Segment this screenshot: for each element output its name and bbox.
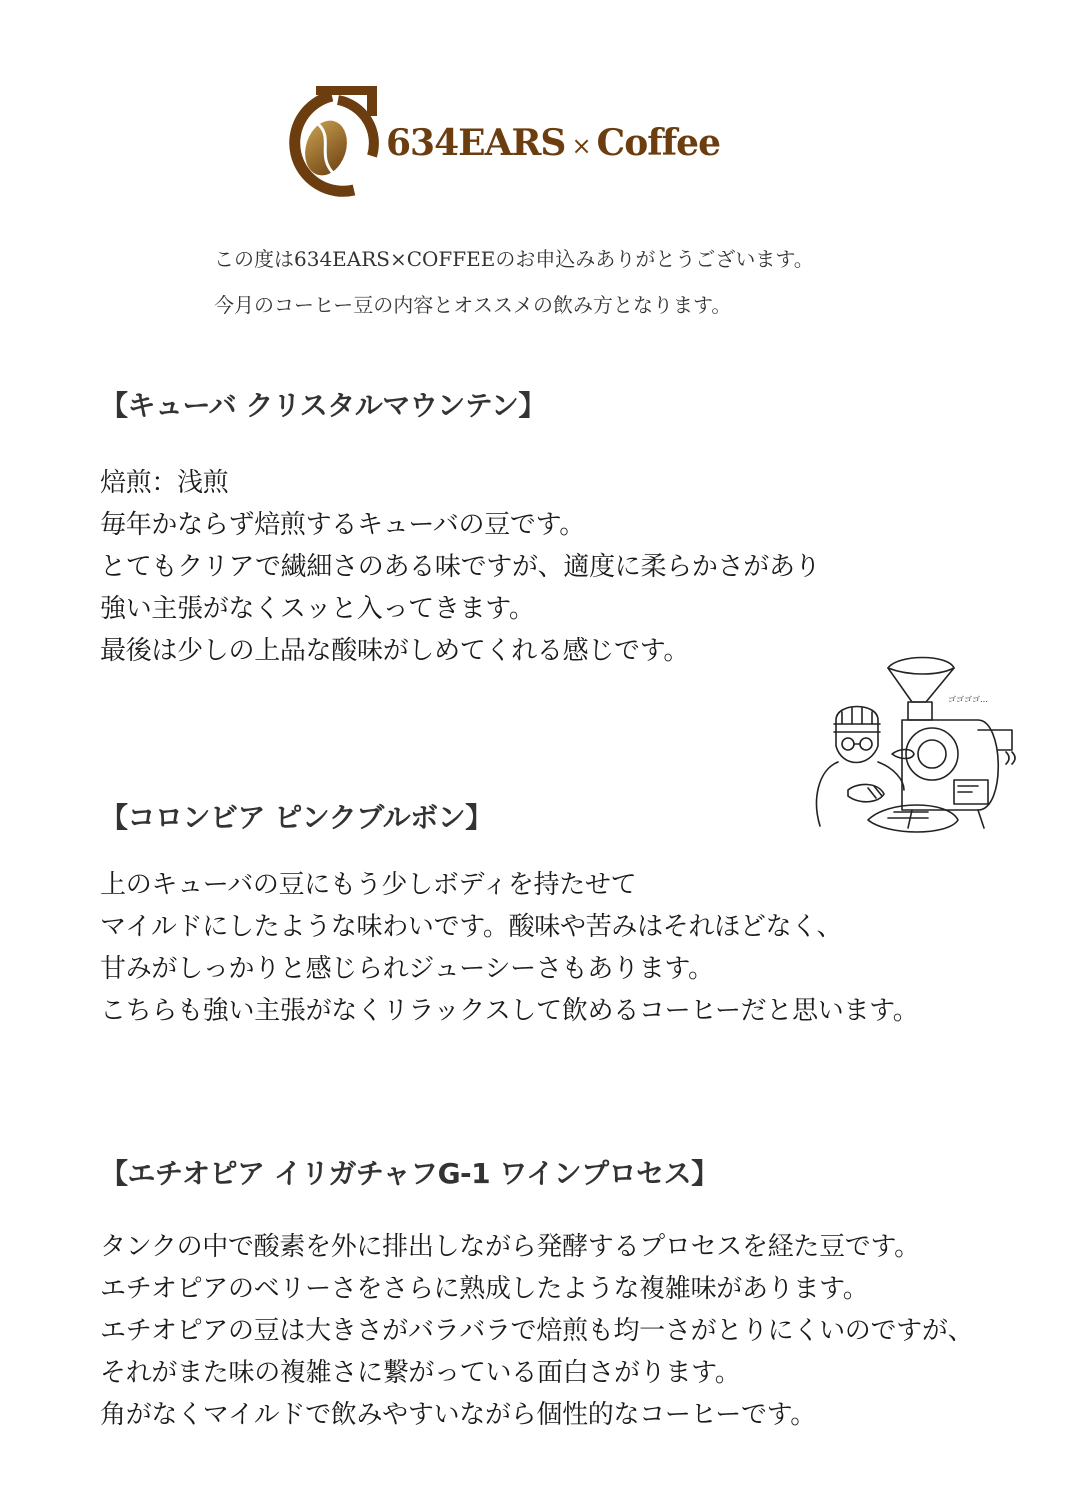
coffee-roaster-illustration-icon bbox=[808, 650, 1028, 842]
brand-name: 634EARS bbox=[386, 122, 566, 164]
section-title-cuba: 【キューバ クリスタルマウンテン】 bbox=[100, 389, 546, 422]
brand-product: Coffee bbox=[596, 122, 720, 164]
body-line: とてもクリアで繊細さのある味ですが、適度に柔らかさがあり bbox=[100, 552, 821, 582]
body-line: 強い主張がなくスッと入ってきます。 bbox=[100, 594, 535, 624]
intro-line: 今月のコーヒー豆の内容とオススメの飲み方となります。 bbox=[214, 293, 732, 317]
sound-text: ゴゴゴゴ… bbox=[948, 695, 988, 704]
coffee-bean-logo-icon bbox=[276, 86, 386, 202]
body-line: 上のキューバの豆にもう少しボディを持たせて bbox=[100, 870, 637, 900]
body-line: エチオピアの豆は大きさがバラバラで焙煎も均一さがとりにくいのですが、 bbox=[100, 1316, 974, 1346]
body-line: 甘みがしっかりと感じられジューシーさもあります。 bbox=[100, 954, 714, 984]
body-line: 最後は少しの上品な酸味がしめてくれる感じです。 bbox=[100, 636, 690, 666]
body-line: マイルドにしたような味わいです。酸味や苦みはそれほどなく、 bbox=[100, 912, 843, 942]
body-line: こちらも強い主張がなくリラックスして飲めるコーヒーだと思います。 bbox=[100, 996, 919, 1026]
section-body-colombia bbox=[100, 864, 919, 1032]
section-body-cuba bbox=[100, 462, 820, 672]
body-line: 毎年かならず焙煎するキューバの豆です。 bbox=[100, 510, 585, 540]
section-title-colombia: 【コロンビア ピンクブルボン】 bbox=[100, 801, 493, 834]
body-line: 角がなくマイルドで飲みやすいながら個性的なコーヒーです。 bbox=[100, 1400, 816, 1430]
intro-line: この度は634EARS×COFFEEのお申込みありがとうございます。 bbox=[214, 247, 814, 271]
brand-times: × bbox=[571, 132, 591, 160]
section-title-ethiopia: 【エチオピア イリガチャフG-1 ワインプロセス】 bbox=[100, 1157, 719, 1190]
section-body-ethiopia bbox=[100, 1226, 973, 1436]
body-line: それがまた味の複雑さに繋がっている面白さがります。 bbox=[100, 1358, 741, 1388]
body-line: 焙煎：浅煎 bbox=[100, 468, 229, 498]
body-line: タンクの中で酸素を外に排出しながら発酵するプロセスを経た豆です。 bbox=[100, 1232, 920, 1262]
body-line: エチオピアのベリーさをさらに熟成したような複雑味があります。 bbox=[100, 1274, 869, 1304]
brand-wordmark bbox=[386, 122, 720, 164]
intro-text bbox=[214, 236, 814, 328]
brand-logo bbox=[276, 86, 746, 202]
